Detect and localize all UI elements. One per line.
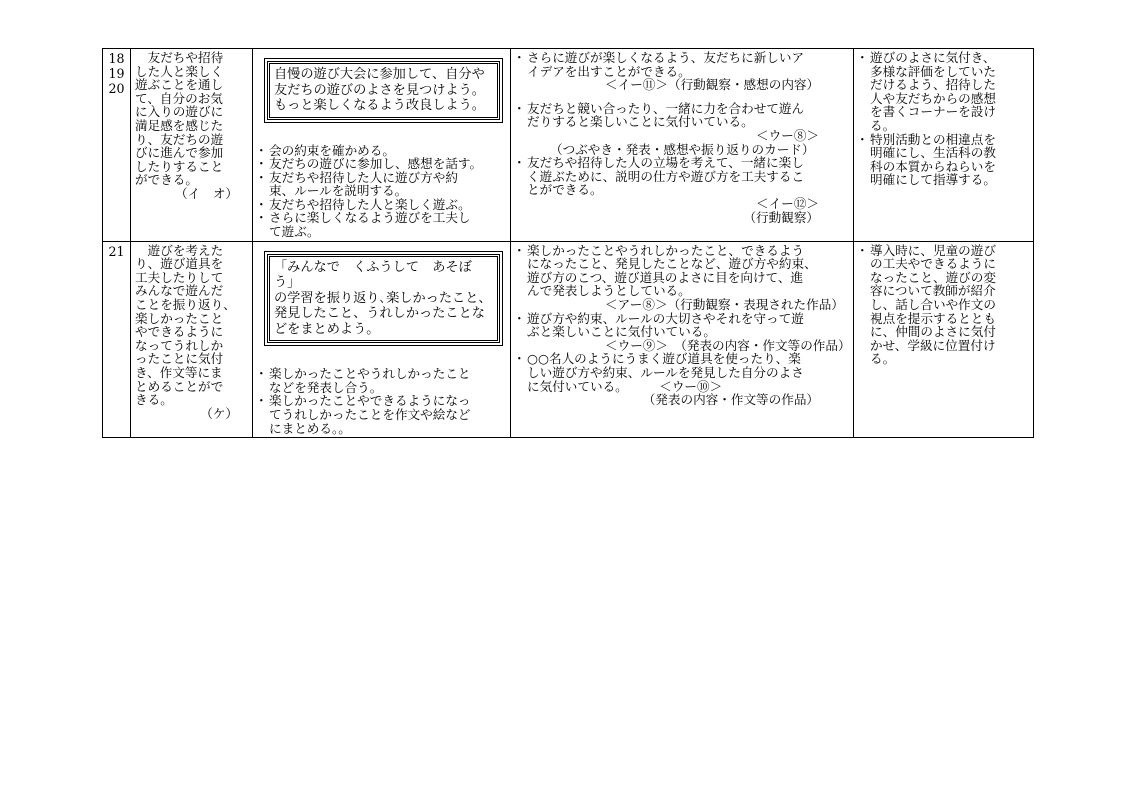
evaluation-item: ・ さらに遊びが楽しくなるよう、友だちに新しいア イデアを出すことができる。 [515, 51, 849, 78]
evaluation-item: ・ 遊び方や約束、ルールの大切さやそれを守って遊 ぶと楽しいことに気付いている。 [515, 312, 849, 339]
evaluation-note: ＜アー⑧＞（行動観察・表現された作品） [605, 297, 844, 313]
evaluation-code: ＜ウー⑧＞ [756, 127, 819, 143]
support-item: ・ 遊びのよさに気付き、 多様な評価をしていた だけるよう、招待した 人や友だちからの感想 を書くコーナーを設け る。 [858, 51, 1029, 133]
hour-number: 20 [108, 81, 125, 96]
hour-number: 19 [108, 66, 125, 81]
evaluation-cell [511, 241, 854, 437]
evaluation-code: ＜イー⑫＞ [756, 195, 819, 211]
evaluation-item: ・ 友だちや招待した人の立場を考えて、一緒に楽し く遊ぶために、説明の仕方や遊び方を工夫するこ とができる。 [515, 156, 849, 197]
support-item: ・ 特別活動との相違点を 明確にし、生活科の教 科の本質からねらいを 明確にして指導する。 [858, 133, 1029, 187]
goal-mark: （イ オ） [175, 185, 238, 201]
goal-cell [131, 241, 253, 437]
list-item: ・ 友だちや招待した人と楽しく遊ぶ。 [257, 198, 506, 212]
evaluation-cell [511, 49, 854, 242]
hour-number: 21 [108, 243, 125, 259]
activity-list [257, 367, 506, 435]
activity-cell [253, 49, 511, 242]
hours-cell [103, 241, 131, 437]
goal-text: 遊びを考えた り、遊び道具を 工夫したりして みんなで遊んだ ことを振り返り、 楽しかったこと やできるように なってうれしか ったことに気付 き、作文等にま とめることがで きる。 [135, 242, 236, 408]
table-row [103, 241, 1034, 437]
list-item: ・ 友だちや招待した人に遊び方や約 束、ルールを説明する。 [257, 171, 506, 198]
evaluation-note: ＜イー⑪＞（行動観察・感想の内容） [605, 77, 820, 93]
support-cell [854, 241, 1034, 437]
goal-mark: （ケ） [200, 405, 238, 421]
table-row [103, 49, 1034, 242]
theme-box: 自慢の遊び大会に参加して、自分や 友だちの遊びのよさを見つけよう。 もっと楽しくなるよう改良しよう。 [267, 61, 500, 120]
theme-box: 「みんなで くふうして あそぼう」 の学習を振り返り､楽しかったこと、 発見したこと、うれしかったことな どをまとめよう。 [267, 254, 500, 344]
evaluation-item: ・ 楽しかったことやうれしかったこと、できるよう になったこと、発見したことなど、遊び方や約束、 遊び方のこつ、遊び道具のよさに目を向けて、進 んで発表しようとしている。 [515, 244, 849, 298]
support-cell [854, 49, 1034, 242]
hours-cell [103, 49, 131, 242]
lesson-plan-table [102, 48, 1034, 438]
list-item: ・ 友だちの遊びに参加し、感想を話す。 [257, 157, 506, 171]
evaluation-item: ・ 友だちと競い合ったり、一緒に力を合わせて遊ん だりすると楽しいことに気付いている。 [515, 102, 849, 129]
list-item: ・ 楽しかったことやできるようになっ てうれしかったことを作文や絵など にまとめる。。 [257, 394, 506, 435]
activity-list [257, 144, 506, 239]
evaluation-item: ・ ○○名人のようにうまく遊び道具を使ったり、楽 しい遊び方や約束、ルールを発見した自分のよさ に気付いている。 ＜ウー⑩＞ [515, 352, 849, 393]
activity-cell [253, 241, 511, 437]
goal-cell [131, 49, 253, 242]
list-item: ・ 会の約束を確かめる。 [257, 144, 506, 158]
hour-number: 18 [108, 51, 125, 66]
list-item: ・ 楽しかったことやうれしかったこと などを発表し合う。 [257, 367, 506, 394]
evaluation-note: （つぶやき・発表・感想や振り返りのカード） [550, 141, 815, 157]
evaluation-note: （発表の内容・作文等の作品） [642, 392, 819, 408]
support-item: ・ 導入時に、児童の遊び の工夫やできるように なったこと、遊びの変 容について教師が紹介 し、話し合いや作文の 視点を提示するととも に、仲間のよさに気付 かせ、学級に位置付け る。 [858, 244, 1029, 366]
evaluation-note: ＜ウー⑨＞ （発表の内容・作文等の作品） [605, 337, 851, 353]
evaluation-note: （行動観察） [743, 209, 819, 225]
list-item: ・ さらに楽しくなるよう遊びを工夫し て遊ぶ。 [257, 211, 506, 238]
goal-text: 友だちや招待 した人と楽しく 遊ぶことを通し て、自分のお気 に入りの遊びに 満足感を感じた り、友だちの遊 びに進んで参加 したりすること ができる。 [135, 50, 224, 188]
